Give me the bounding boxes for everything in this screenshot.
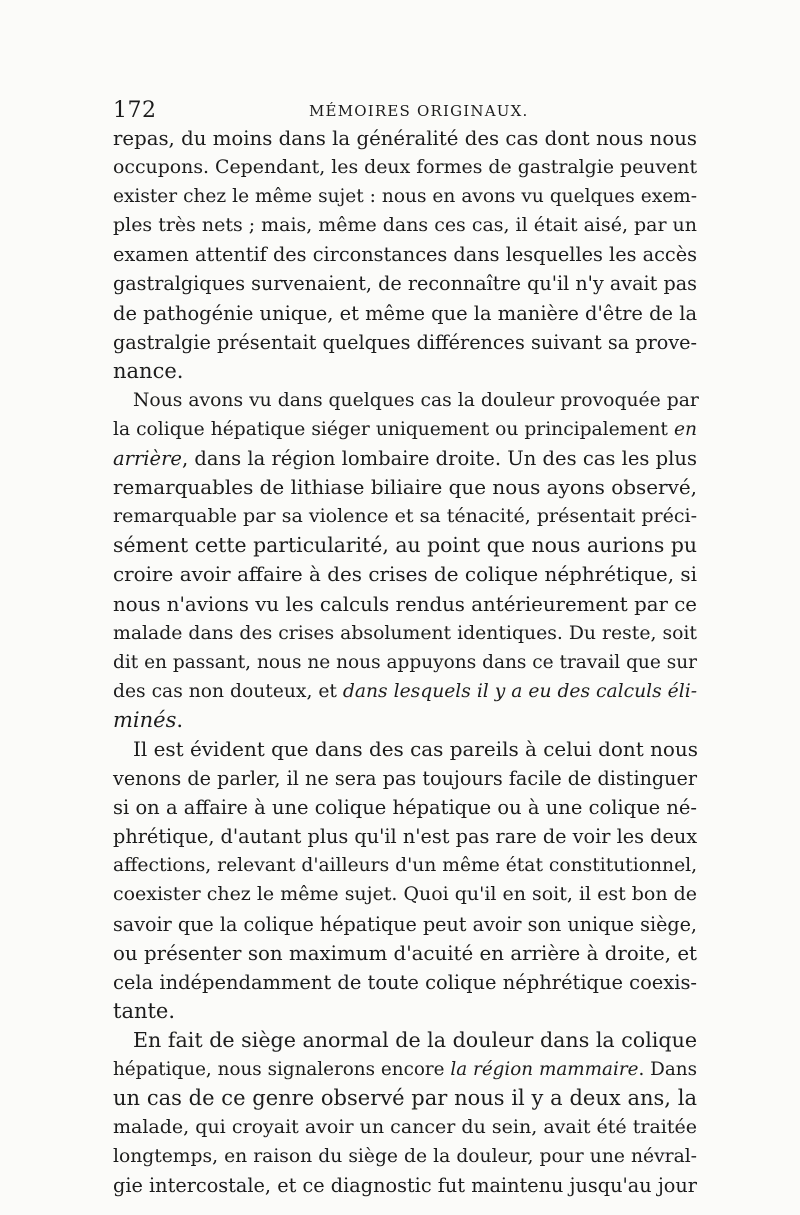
text-line: si on a affaire à une colique hépatique ou à une colique né- (113, 796, 697, 820)
text-line: nance. (113, 358, 184, 383)
text-line: exister chez le même sujet : nous en avons vu quelques exem- (113, 186, 697, 208)
text-line: ples très nets ; mais, même dans ces cas, il était aisé, par un (113, 214, 697, 237)
italic-text: en (673, 418, 697, 440)
text-line: remarquable par sa violence et sa ténacité, présentait préci- (113, 505, 697, 528)
text-line: phrétique, d'autant plus qu'il n'est pas rare de voir les deux (113, 825, 698, 849)
text-line: dit en passant, nous ne nous appuyons dans ce travail que sur (113, 651, 697, 673)
italic-text: la région mammaire (450, 1059, 639, 1080)
text-line (113, 677, 697, 706)
text-line: venons de parler, il ne sera pas toujours facile de distinguer (113, 767, 697, 791)
italic-text: dans lesquels il y a eu des calculs éli- (342, 680, 698, 702)
text-line: croire avoir affaire à des crises de colique néphrétique, si (113, 563, 697, 587)
italic-text: minés (113, 707, 177, 732)
text-line: longtemps, en raison du siège de la douleur, pour une névral- (113, 1146, 697, 1168)
text-line: de pathogénie unique, et même que la manière d'être de la (113, 301, 698, 325)
text-line: malade, qui croyait avoir un cancer du sein, avait été traitée (113, 1116, 697, 1139)
text-line: En fait de siège anormal de la douleur dans la colique (133, 1027, 698, 1052)
running-head: MÉMOIRES ORIGINAUX. (309, 102, 529, 120)
text-line: remarquables de lithiase biliaire que nous ayons observé, (113, 475, 697, 500)
text-line (113, 1055, 697, 1084)
text-line: malade dans des crises absolument identiques. Du reste, soit (113, 622, 697, 644)
text-line: gie intercostale, et ce diagnostic fut maintenu jusqu'au jour (113, 1174, 697, 1198)
text-line: ou présenter son maximum d'acuité en arrière à droite, et (113, 941, 697, 965)
text-line: cela indépendamment de toute colique néphrétique coexis- (113, 970, 697, 994)
text-run: la colique hépatique siéger uniquement ou principalement (113, 418, 674, 440)
text-run: . Dans (638, 1059, 698, 1080)
text-line (113, 706, 697, 735)
text-run: des cas non douteux, et (113, 680, 343, 702)
text-line: gastralgie présentait quelques différences suivant sa prove- (113, 330, 697, 354)
text-line: Il est évident que dans des cas pareils à celui dont nous (133, 736, 699, 761)
text-line: coexister chez le même sujet. Quoi qu'il en soit, il est bon de (113, 883, 697, 906)
italic-text: arrière (113, 447, 182, 471)
text-line (113, 415, 697, 444)
text-line: un cas de ce genre observé par nous il y a deux ans, la (113, 1086, 697, 1111)
text-line: tante. (113, 998, 176, 1023)
text-line: examen attentif des circonstances dans lesquelles les accès (113, 243, 697, 267)
text-line: sément cette particularité, au point que nous aurions pu (113, 533, 697, 558)
text-line: gastralgiques survenaient, de reconnaître qu'il n'y avait pas (113, 272, 697, 296)
text-run: hépatique, nous signalerons encore (113, 1059, 451, 1080)
text-line: affections, relevant d'ailleurs d'un même état constitutionnel, (113, 855, 698, 877)
text-line (113, 444, 697, 473)
text-line: repas, du moins dans la généralité des cas dont nous nous (113, 127, 697, 150)
text-run: . (176, 707, 184, 732)
text-line: savoir que la colique hépatique peut avoir son unique siège, (113, 912, 697, 936)
text-line: nous n'avions vu les calculs rendus antérieurement par ce (113, 592, 697, 616)
text-line: Nous avons vu dans quelques cas la douleur provoquée par (133, 389, 699, 411)
body-text (113, 124, 697, 1200)
page-number: 172 (113, 98, 157, 123)
text-run: , dans la région lombaire droite. Un des cas les plus (181, 447, 697, 471)
text-line: occupons. Cependant, les deux formes de gastralgie peuvent (113, 156, 698, 179)
